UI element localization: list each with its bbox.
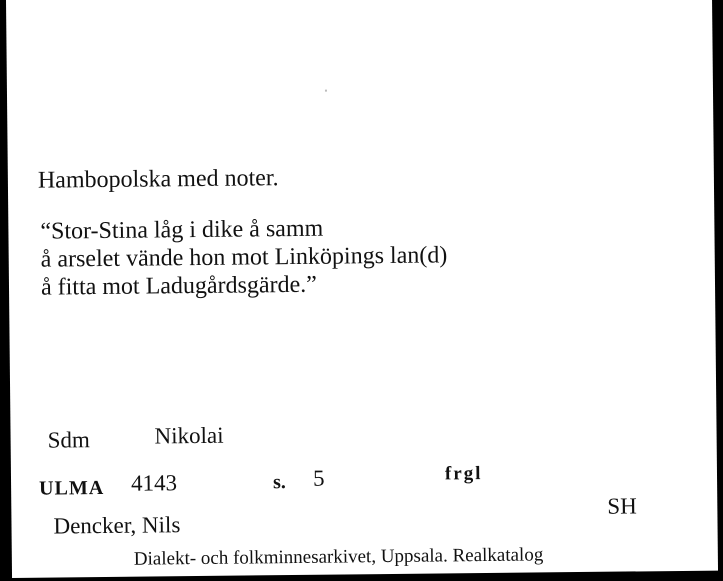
record-number: 4143 [130,470,178,496]
archive-footer: Dialekt- och folkminnesarkivet, Uppsala. Realkatalog [133,544,544,570]
page-number: 5 [312,465,325,491]
quote-line-3: å fitta mot Ladugårdsgärde.” [40,271,318,301]
collector-name: Dencker, Nils [53,512,181,539]
note-abbrev: frgl [444,463,483,485]
catalog-card [6,0,718,578]
quote-line-1: “Stor-Stina låg i dike å samm [40,215,324,245]
place-name: Nikolai [154,422,224,449]
archive-label: ULMA [39,476,105,500]
initials: SH [607,493,637,519]
card-title: Hambopolska med noter. [37,165,279,194]
province-code: Sdm [47,427,90,453]
page-label: s. [272,471,286,494]
quote-line-2: å arselet vände hon mot Linköpings lan(d) [40,242,448,273]
speck [325,90,327,92]
